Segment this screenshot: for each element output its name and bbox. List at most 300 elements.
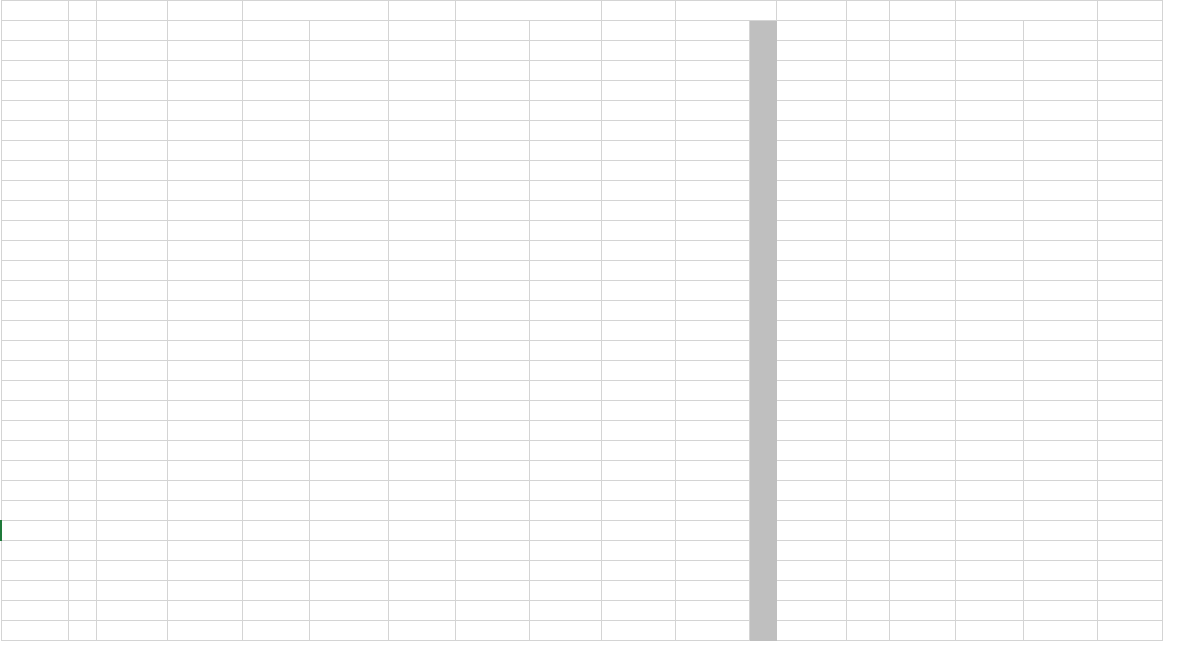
sunset-az-cell[interactable] xyxy=(601,121,675,141)
transit-time-cell[interactable] xyxy=(388,141,455,161)
moonrise-time-cell[interactable] xyxy=(776,381,846,401)
moonrise-az-cell[interactable] xyxy=(846,21,889,41)
moon-transit-time-cell[interactable] xyxy=(889,361,955,381)
moonset-az-cell[interactable] xyxy=(1097,61,1162,81)
moonrise-time-cell[interactable] xyxy=(776,341,846,361)
moonrise-az-cell[interactable] xyxy=(846,121,889,141)
date-day-cell[interactable] xyxy=(68,41,96,61)
sunrise-az-cell[interactable] xyxy=(309,561,388,581)
date-month-cell[interactable] xyxy=(1,1,68,21)
moon-transit-time-cell[interactable] xyxy=(889,61,955,81)
moon-transit-alt-cell[interactable] xyxy=(955,41,1023,61)
sunrise-az-cell[interactable] xyxy=(309,461,388,481)
transit-time-cell[interactable] xyxy=(388,621,455,641)
moon-transit-alt-cell[interactable] xyxy=(955,481,1023,501)
sunset-az-cell[interactable] xyxy=(601,621,675,641)
sunrise-time-cell[interactable] xyxy=(242,601,309,621)
date-day-cell[interactable] xyxy=(68,161,96,181)
civil-twilight-pm-cell[interactable] xyxy=(675,281,749,301)
moonrise-time-cell[interactable] xyxy=(776,181,846,201)
date-month-cell[interactable] xyxy=(1,281,68,301)
moonrise-az-cell[interactable] xyxy=(846,221,889,241)
moon-transit-time-cell[interactable] xyxy=(889,221,955,241)
sunrise-time-cell[interactable] xyxy=(242,361,309,381)
sunset-time-cell[interactable] xyxy=(529,181,601,201)
transit-time-cell[interactable] xyxy=(388,581,455,601)
sunset-time-cell[interactable] xyxy=(529,521,601,541)
moonset-time-cell[interactable] xyxy=(1023,221,1097,241)
moonrise-az-cell[interactable] xyxy=(846,541,889,561)
transit-time-cell[interactable] xyxy=(388,381,455,401)
transit-alt-cell[interactable] xyxy=(455,241,529,261)
sunrise-time-cell[interactable] xyxy=(242,241,309,261)
civil-twilight-pm-cell[interactable] xyxy=(675,101,749,121)
weekday-cell[interactable] xyxy=(96,121,167,141)
moonset-time-cell[interactable] xyxy=(1023,261,1097,281)
date-day-cell[interactable] xyxy=(68,401,96,421)
date-day-cell[interactable] xyxy=(68,561,96,581)
moonset-time-cell[interactable] xyxy=(1023,561,1097,581)
moonset-time-cell[interactable] xyxy=(1023,401,1097,421)
weekday-cell[interactable] xyxy=(96,421,167,441)
transit-time-cell[interactable] xyxy=(388,301,455,321)
moon-transit-alt-cell[interactable] xyxy=(955,181,1023,201)
sunrise-time-cell[interactable] xyxy=(242,581,309,601)
sunrise-az-cell[interactable] xyxy=(309,61,388,81)
civil-twilight-pm-cell[interactable] xyxy=(675,61,749,81)
transit-alt-cell[interactable] xyxy=(455,41,529,61)
date-day-cell[interactable] xyxy=(68,441,96,461)
sunrise-time-cell[interactable] xyxy=(242,441,309,461)
transit-time-cell[interactable] xyxy=(388,501,455,521)
moonset-az-cell[interactable] xyxy=(1097,241,1162,261)
sunrise-time-cell[interactable] xyxy=(242,21,309,41)
civil-twilight-pm-cell[interactable] xyxy=(675,241,749,261)
moonset-time-cell[interactable] xyxy=(1023,161,1097,181)
moonrise-az-cell[interactable] xyxy=(846,201,889,221)
date-month-cell[interactable] xyxy=(1,401,68,421)
transit-alt-cell[interactable] xyxy=(455,81,529,101)
sunset-time-cell[interactable] xyxy=(529,41,601,61)
moon-transit-time-cell[interactable] xyxy=(889,21,955,41)
civil-twilight-am-cell[interactable] xyxy=(167,601,242,621)
moon-transit-alt-cell[interactable] xyxy=(955,101,1023,121)
moon-transit-time-cell[interactable] xyxy=(889,501,955,521)
sunrise-time-cell[interactable] xyxy=(242,281,309,301)
moonrise-az-cell[interactable] xyxy=(846,41,889,61)
sunset-az-cell[interactable] xyxy=(601,321,675,341)
sunset-az-cell[interactable] xyxy=(601,81,675,101)
civil-twilight-pm-cell[interactable] xyxy=(675,21,749,41)
sunset-az-cell[interactable] xyxy=(601,381,675,401)
date-day-cell[interactable] xyxy=(68,141,96,161)
civil-twilight-am-cell[interactable] xyxy=(167,101,242,121)
moon-transit-alt-cell[interactable] xyxy=(955,401,1023,421)
transit-alt-cell[interactable] xyxy=(455,601,529,621)
date-day-cell[interactable] xyxy=(68,101,96,121)
transit-alt-cell[interactable] xyxy=(455,361,529,381)
transit-time-cell[interactable] xyxy=(388,201,455,221)
sunrise-az-cell[interactable] xyxy=(309,21,388,41)
moonrise-az-cell[interactable] xyxy=(846,501,889,521)
sunrise-time-cell[interactable] xyxy=(242,621,309,641)
moon-transit-time-cell[interactable] xyxy=(889,181,955,201)
moon-transit-time-cell[interactable] xyxy=(889,201,955,221)
weekday-cell[interactable] xyxy=(96,261,167,281)
moon-transit-time-cell[interactable] xyxy=(889,121,955,141)
transit-time-cell[interactable] xyxy=(388,181,455,201)
date-day-cell[interactable] xyxy=(68,601,96,621)
moonrise-time-cell[interactable] xyxy=(776,361,846,381)
sunrise-az-cell[interactable] xyxy=(309,241,388,261)
weekday-cell[interactable] xyxy=(96,441,167,461)
sunrise-time-cell[interactable] xyxy=(242,501,309,521)
moonset-az-cell[interactable] xyxy=(1097,221,1162,241)
moonrise-time-cell[interactable] xyxy=(776,561,846,581)
weekday-cell[interactable] xyxy=(96,301,167,321)
moonrise-az-cell[interactable] xyxy=(846,481,889,501)
sunset-time-cell[interactable] xyxy=(529,481,601,501)
sunset-az-cell[interactable] xyxy=(601,481,675,501)
sunset-time-cell[interactable] xyxy=(529,161,601,181)
civil-twilight-pm-cell[interactable] xyxy=(675,541,749,561)
sunrise-az-cell[interactable] xyxy=(309,101,388,121)
sunrise-time-cell[interactable] xyxy=(242,461,309,481)
transit-alt-cell[interactable] xyxy=(455,161,529,181)
moon-transit-time-cell[interactable] xyxy=(889,381,955,401)
weekday-cell[interactable] xyxy=(96,481,167,501)
sunrise-time-cell[interactable] xyxy=(242,541,309,561)
weekday-cell[interactable] xyxy=(96,161,167,181)
sunset-az-cell[interactable] xyxy=(601,361,675,381)
moon-transit-alt-cell[interactable] xyxy=(955,161,1023,181)
date-month-cell[interactable] xyxy=(1,561,68,581)
moonset-time-cell[interactable] xyxy=(1023,441,1097,461)
moonrise-time-cell[interactable] xyxy=(776,221,846,241)
moon-transit-time-cell[interactable] xyxy=(889,401,955,421)
sunrise-time-cell[interactable] xyxy=(242,141,309,161)
sunset-time-cell[interactable] xyxy=(529,581,601,601)
moon-transit-alt-cell[interactable] xyxy=(955,501,1023,521)
date-day-cell[interactable] xyxy=(68,21,96,41)
sunrise-az-cell[interactable] xyxy=(309,161,388,181)
moonset-az-cell[interactable] xyxy=(1097,261,1162,281)
moonset-time-cell[interactable] xyxy=(1023,301,1097,321)
moonset-az-cell[interactable] xyxy=(1097,21,1162,41)
moonrise-az-cell[interactable] xyxy=(846,461,889,481)
date-day-cell[interactable] xyxy=(68,341,96,361)
sunset-az-cell[interactable] xyxy=(601,581,675,601)
weekday-cell[interactable] xyxy=(96,601,167,621)
sunset-az-cell[interactable] xyxy=(601,181,675,201)
civil-twilight-am-cell[interactable] xyxy=(167,261,242,281)
moonset-az-cell[interactable] xyxy=(1097,601,1162,621)
transit-alt-cell[interactable] xyxy=(455,441,529,461)
civil-twilight-am-cell[interactable] xyxy=(167,161,242,181)
moonrise-time-cell[interactable] xyxy=(776,481,846,501)
civil-twilight-pm-cell[interactable] xyxy=(675,361,749,381)
transit-alt-cell[interactable] xyxy=(455,1,601,21)
sunrise-time-cell[interactable] xyxy=(242,41,309,61)
sunrise-az-cell[interactable] xyxy=(309,441,388,461)
moonset-time-cell[interactable] xyxy=(1023,21,1097,41)
civil-twilight-pm-cell[interactable] xyxy=(675,501,749,521)
moonrise-time-cell[interactable] xyxy=(776,441,846,461)
sunset-time-cell[interactable] xyxy=(529,381,601,401)
date-day-cell[interactable] xyxy=(68,461,96,481)
sunrise-time-cell[interactable] xyxy=(242,381,309,401)
date-day-cell[interactable] xyxy=(68,301,96,321)
sunrise-az-cell[interactable] xyxy=(309,141,388,161)
civil-twilight-am-cell[interactable] xyxy=(167,321,242,341)
transit-time-cell[interactable] xyxy=(388,401,455,421)
sunset-time-cell[interactable] xyxy=(529,121,601,141)
moon-transit-alt-cell[interactable] xyxy=(955,121,1023,141)
transit-alt-cell[interactable] xyxy=(455,181,529,201)
sunrise-time-cell[interactable] xyxy=(242,521,309,541)
transit-alt-cell[interactable] xyxy=(455,261,529,281)
sunset-time-cell[interactable] xyxy=(529,361,601,381)
moonrise-time-cell[interactable] xyxy=(776,421,846,441)
date-month-cell[interactable] xyxy=(1,461,68,481)
moonrise-time-cell[interactable] xyxy=(776,141,846,161)
moon-transit-alt-cell[interactable] xyxy=(955,461,1023,481)
weekday-cell[interactable] xyxy=(96,41,167,61)
civil-twilight-am-cell[interactable] xyxy=(167,541,242,561)
moon-transit-time-cell[interactable] xyxy=(889,561,955,581)
civil-twilight-am-cell[interactable] xyxy=(167,481,242,501)
moonset-time-cell[interactable] xyxy=(1023,421,1097,441)
sunrise-time-cell[interactable] xyxy=(242,181,309,201)
date-day-cell[interactable] xyxy=(68,621,96,641)
weekday-cell[interactable] xyxy=(96,141,167,161)
moonrise-time-cell[interactable] xyxy=(776,521,846,541)
transit-alt-cell[interactable] xyxy=(455,321,529,341)
civil-twilight-am-cell[interactable] xyxy=(167,281,242,301)
moonset-az-cell[interactable] xyxy=(1097,101,1162,121)
weekday-cell[interactable] xyxy=(96,401,167,421)
moonrise-az-cell[interactable] xyxy=(846,141,889,161)
moon-transit-time-cell[interactable] xyxy=(889,41,955,61)
weekday-cell[interactable] xyxy=(96,341,167,361)
moon-transit-time-cell[interactable] xyxy=(889,141,955,161)
transit-alt-cell[interactable] xyxy=(455,621,529,641)
transit-time-cell[interactable] xyxy=(388,41,455,61)
moon-transit-alt-cell[interactable] xyxy=(955,301,1023,321)
transit-time-cell[interactable] xyxy=(388,441,455,461)
sunset-az-cell[interactable] xyxy=(601,221,675,241)
moon-transit-alt-cell[interactable] xyxy=(955,381,1023,401)
moon-transit-time-cell[interactable] xyxy=(889,161,955,181)
sunset-az-cell[interactable] xyxy=(601,241,675,261)
date-month-cell[interactable] xyxy=(1,341,68,361)
transit-time-cell[interactable] xyxy=(388,361,455,381)
sunrise-az-cell[interactable] xyxy=(309,381,388,401)
sunrise-time-cell[interactable] xyxy=(242,161,309,181)
transit-alt-cell[interactable] xyxy=(455,21,529,41)
civil-twilight-pm-cell[interactable] xyxy=(675,301,749,321)
moonrise-time-cell[interactable] xyxy=(776,61,846,81)
civil-twilight-am-cell[interactable] xyxy=(167,421,242,441)
date-day-cell[interactable] xyxy=(68,501,96,521)
transit-time-cell[interactable] xyxy=(388,61,455,81)
date-month-cell[interactable] xyxy=(1,501,68,521)
moonset-az-cell[interactable] xyxy=(1097,321,1162,341)
date-day-cell[interactable] xyxy=(68,121,96,141)
date-month-cell[interactable] xyxy=(1,81,68,101)
moonrise-az-cell[interactable] xyxy=(846,61,889,81)
sunset-az-cell[interactable] xyxy=(601,521,675,541)
moonrise-time-cell[interactable] xyxy=(776,541,846,561)
moonset-az-cell[interactable] xyxy=(1097,441,1162,461)
sunrise-az-cell[interactable] xyxy=(309,621,388,641)
transit-time-cell[interactable] xyxy=(388,541,455,561)
sunset-az-cell[interactable] xyxy=(601,21,675,41)
sunrise-time-cell[interactable] xyxy=(242,201,309,221)
date-day-cell[interactable] xyxy=(68,281,96,301)
civil-twilight-am-cell[interactable] xyxy=(167,201,242,221)
moon-transit-time-cell[interactable] xyxy=(889,281,955,301)
sunset-time-cell[interactable] xyxy=(529,321,601,341)
sunset-time-cell[interactable] xyxy=(529,261,601,281)
moonrise-time-cell[interactable] xyxy=(776,281,846,301)
date-day-cell[interactable] xyxy=(68,321,96,341)
weekday-cell[interactable] xyxy=(96,1,167,21)
sunrise-az-cell[interactable] xyxy=(309,481,388,501)
moonrise-time-cell[interactable] xyxy=(776,581,846,601)
sunrise-time-cell[interactable] xyxy=(242,1,388,21)
moonset-az-cell[interactable] xyxy=(1097,561,1162,581)
sunrise-time-cell[interactable] xyxy=(242,321,309,341)
sunrise-time-cell[interactable] xyxy=(242,121,309,141)
date-day-cell[interactable] xyxy=(68,81,96,101)
civil-twilight-am-cell[interactable] xyxy=(167,81,242,101)
sunset-az-cell[interactable] xyxy=(601,501,675,521)
transit-time-cell[interactable] xyxy=(388,261,455,281)
date-day-cell[interactable] xyxy=(68,541,96,561)
moonset-time-cell[interactable] xyxy=(1023,541,1097,561)
civil-twilight-am-cell[interactable] xyxy=(167,1,242,21)
moonset-az-cell[interactable] xyxy=(1097,381,1162,401)
weekday-cell[interactable] xyxy=(96,81,167,101)
transit-alt-cell[interactable] xyxy=(455,461,529,481)
moon-transit-alt-cell[interactable] xyxy=(955,1,1097,21)
moon-transit-alt-cell[interactable] xyxy=(955,621,1023,641)
transit-time-cell[interactable] xyxy=(388,461,455,481)
transit-time-cell[interactable] xyxy=(388,21,455,41)
moon-transit-alt-cell[interactable] xyxy=(955,281,1023,301)
transit-alt-cell[interactable] xyxy=(455,221,529,241)
date-day-cell[interactable] xyxy=(68,1,96,21)
sunrise-az-cell[interactable] xyxy=(309,81,388,101)
moonrise-az-cell[interactable] xyxy=(846,581,889,601)
moon-transit-alt-cell[interactable] xyxy=(955,521,1023,541)
sunset-time-cell[interactable] xyxy=(529,301,601,321)
transit-alt-cell[interactable] xyxy=(455,401,529,421)
moon-transit-alt-cell[interactable] xyxy=(955,241,1023,261)
date-month-cell[interactable] xyxy=(1,101,68,121)
sunrise-time-cell[interactable] xyxy=(242,561,309,581)
sunset-az-cell[interactable] xyxy=(601,161,675,181)
date-month-cell[interactable] xyxy=(1,181,68,201)
civil-twilight-pm-cell[interactable] xyxy=(675,621,749,641)
moon-transit-alt-cell[interactable] xyxy=(955,421,1023,441)
moonrise-az-cell[interactable] xyxy=(846,81,889,101)
sunrise-time-cell[interactable] xyxy=(242,101,309,121)
moonrise-time-cell[interactable] xyxy=(776,21,846,41)
moonset-az-cell[interactable] xyxy=(1097,301,1162,321)
transit-alt-cell[interactable] xyxy=(455,121,529,141)
date-month-cell[interactable] xyxy=(1,241,68,261)
sunrise-time-cell[interactable] xyxy=(242,481,309,501)
civil-twilight-pm-cell[interactable] xyxy=(675,221,749,241)
moonset-time-cell[interactable] xyxy=(1023,281,1097,301)
moonrise-az-cell[interactable] xyxy=(846,301,889,321)
sunset-time-cell[interactable] xyxy=(529,241,601,261)
civil-twilight-pm-cell[interactable] xyxy=(675,521,749,541)
civil-twilight-pm-cell[interactable] xyxy=(675,441,749,461)
weekday-cell[interactable] xyxy=(96,101,167,121)
sunrise-time-cell[interactable] xyxy=(242,221,309,241)
sunset-time-cell[interactable] xyxy=(529,341,601,361)
date-month-cell[interactable] xyxy=(1,261,68,281)
moon-transit-time-cell[interactable] xyxy=(889,341,955,361)
date-day-cell[interactable] xyxy=(68,521,96,541)
moon-transit-time-cell[interactable] xyxy=(889,421,955,441)
transit-alt-cell[interactable] xyxy=(455,281,529,301)
sunset-az-cell[interactable] xyxy=(601,281,675,301)
date-month-cell[interactable] xyxy=(1,441,68,461)
civil-twilight-pm-cell[interactable] xyxy=(675,561,749,581)
civil-twilight-pm-cell[interactable] xyxy=(675,261,749,281)
sunrise-az-cell[interactable] xyxy=(309,581,388,601)
civil-twilight-pm-cell[interactable] xyxy=(675,321,749,341)
moonset-az-cell[interactable] xyxy=(1097,201,1162,221)
civil-twilight-am-cell[interactable] xyxy=(167,241,242,261)
transit-alt-cell[interactable] xyxy=(455,481,529,501)
sunset-time-cell[interactable] xyxy=(529,141,601,161)
weekday-cell[interactable] xyxy=(96,561,167,581)
sunset-az-cell[interactable] xyxy=(601,261,675,281)
moonrise-az-cell[interactable] xyxy=(846,161,889,181)
weekday-cell[interactable] xyxy=(96,221,167,241)
moonrise-time-cell[interactable] xyxy=(776,161,846,181)
date-month-cell[interactable] xyxy=(1,161,68,181)
moon-transit-time-cell[interactable] xyxy=(889,1,955,21)
moonrise-az-cell[interactable] xyxy=(846,181,889,201)
date-month-cell[interactable] xyxy=(1,621,68,641)
moonrise-time-cell[interactable] xyxy=(776,601,846,621)
moon-transit-alt-cell[interactable] xyxy=(955,141,1023,161)
civil-twilight-pm-cell[interactable] xyxy=(675,341,749,361)
civil-twilight-pm-cell[interactable] xyxy=(675,141,749,161)
moonset-az-cell[interactable] xyxy=(1097,521,1162,541)
moon-transit-alt-cell[interactable] xyxy=(955,81,1023,101)
moonrise-time-cell[interactable] xyxy=(776,1,846,21)
transit-alt-cell[interactable] xyxy=(455,541,529,561)
date-day-cell[interactable] xyxy=(68,201,96,221)
transit-alt-cell[interactable] xyxy=(455,501,529,521)
moonrise-time-cell[interactable] xyxy=(776,461,846,481)
civil-twilight-am-cell[interactable] xyxy=(167,61,242,81)
transit-time-cell[interactable] xyxy=(388,241,455,261)
moon-transit-alt-cell[interactable] xyxy=(955,581,1023,601)
transit-time-cell[interactable] xyxy=(388,281,455,301)
moonrise-time-cell[interactable] xyxy=(776,501,846,521)
transit-alt-cell[interactable] xyxy=(455,381,529,401)
moonset-time-cell[interactable] xyxy=(1023,581,1097,601)
weekday-cell[interactable] xyxy=(96,241,167,261)
